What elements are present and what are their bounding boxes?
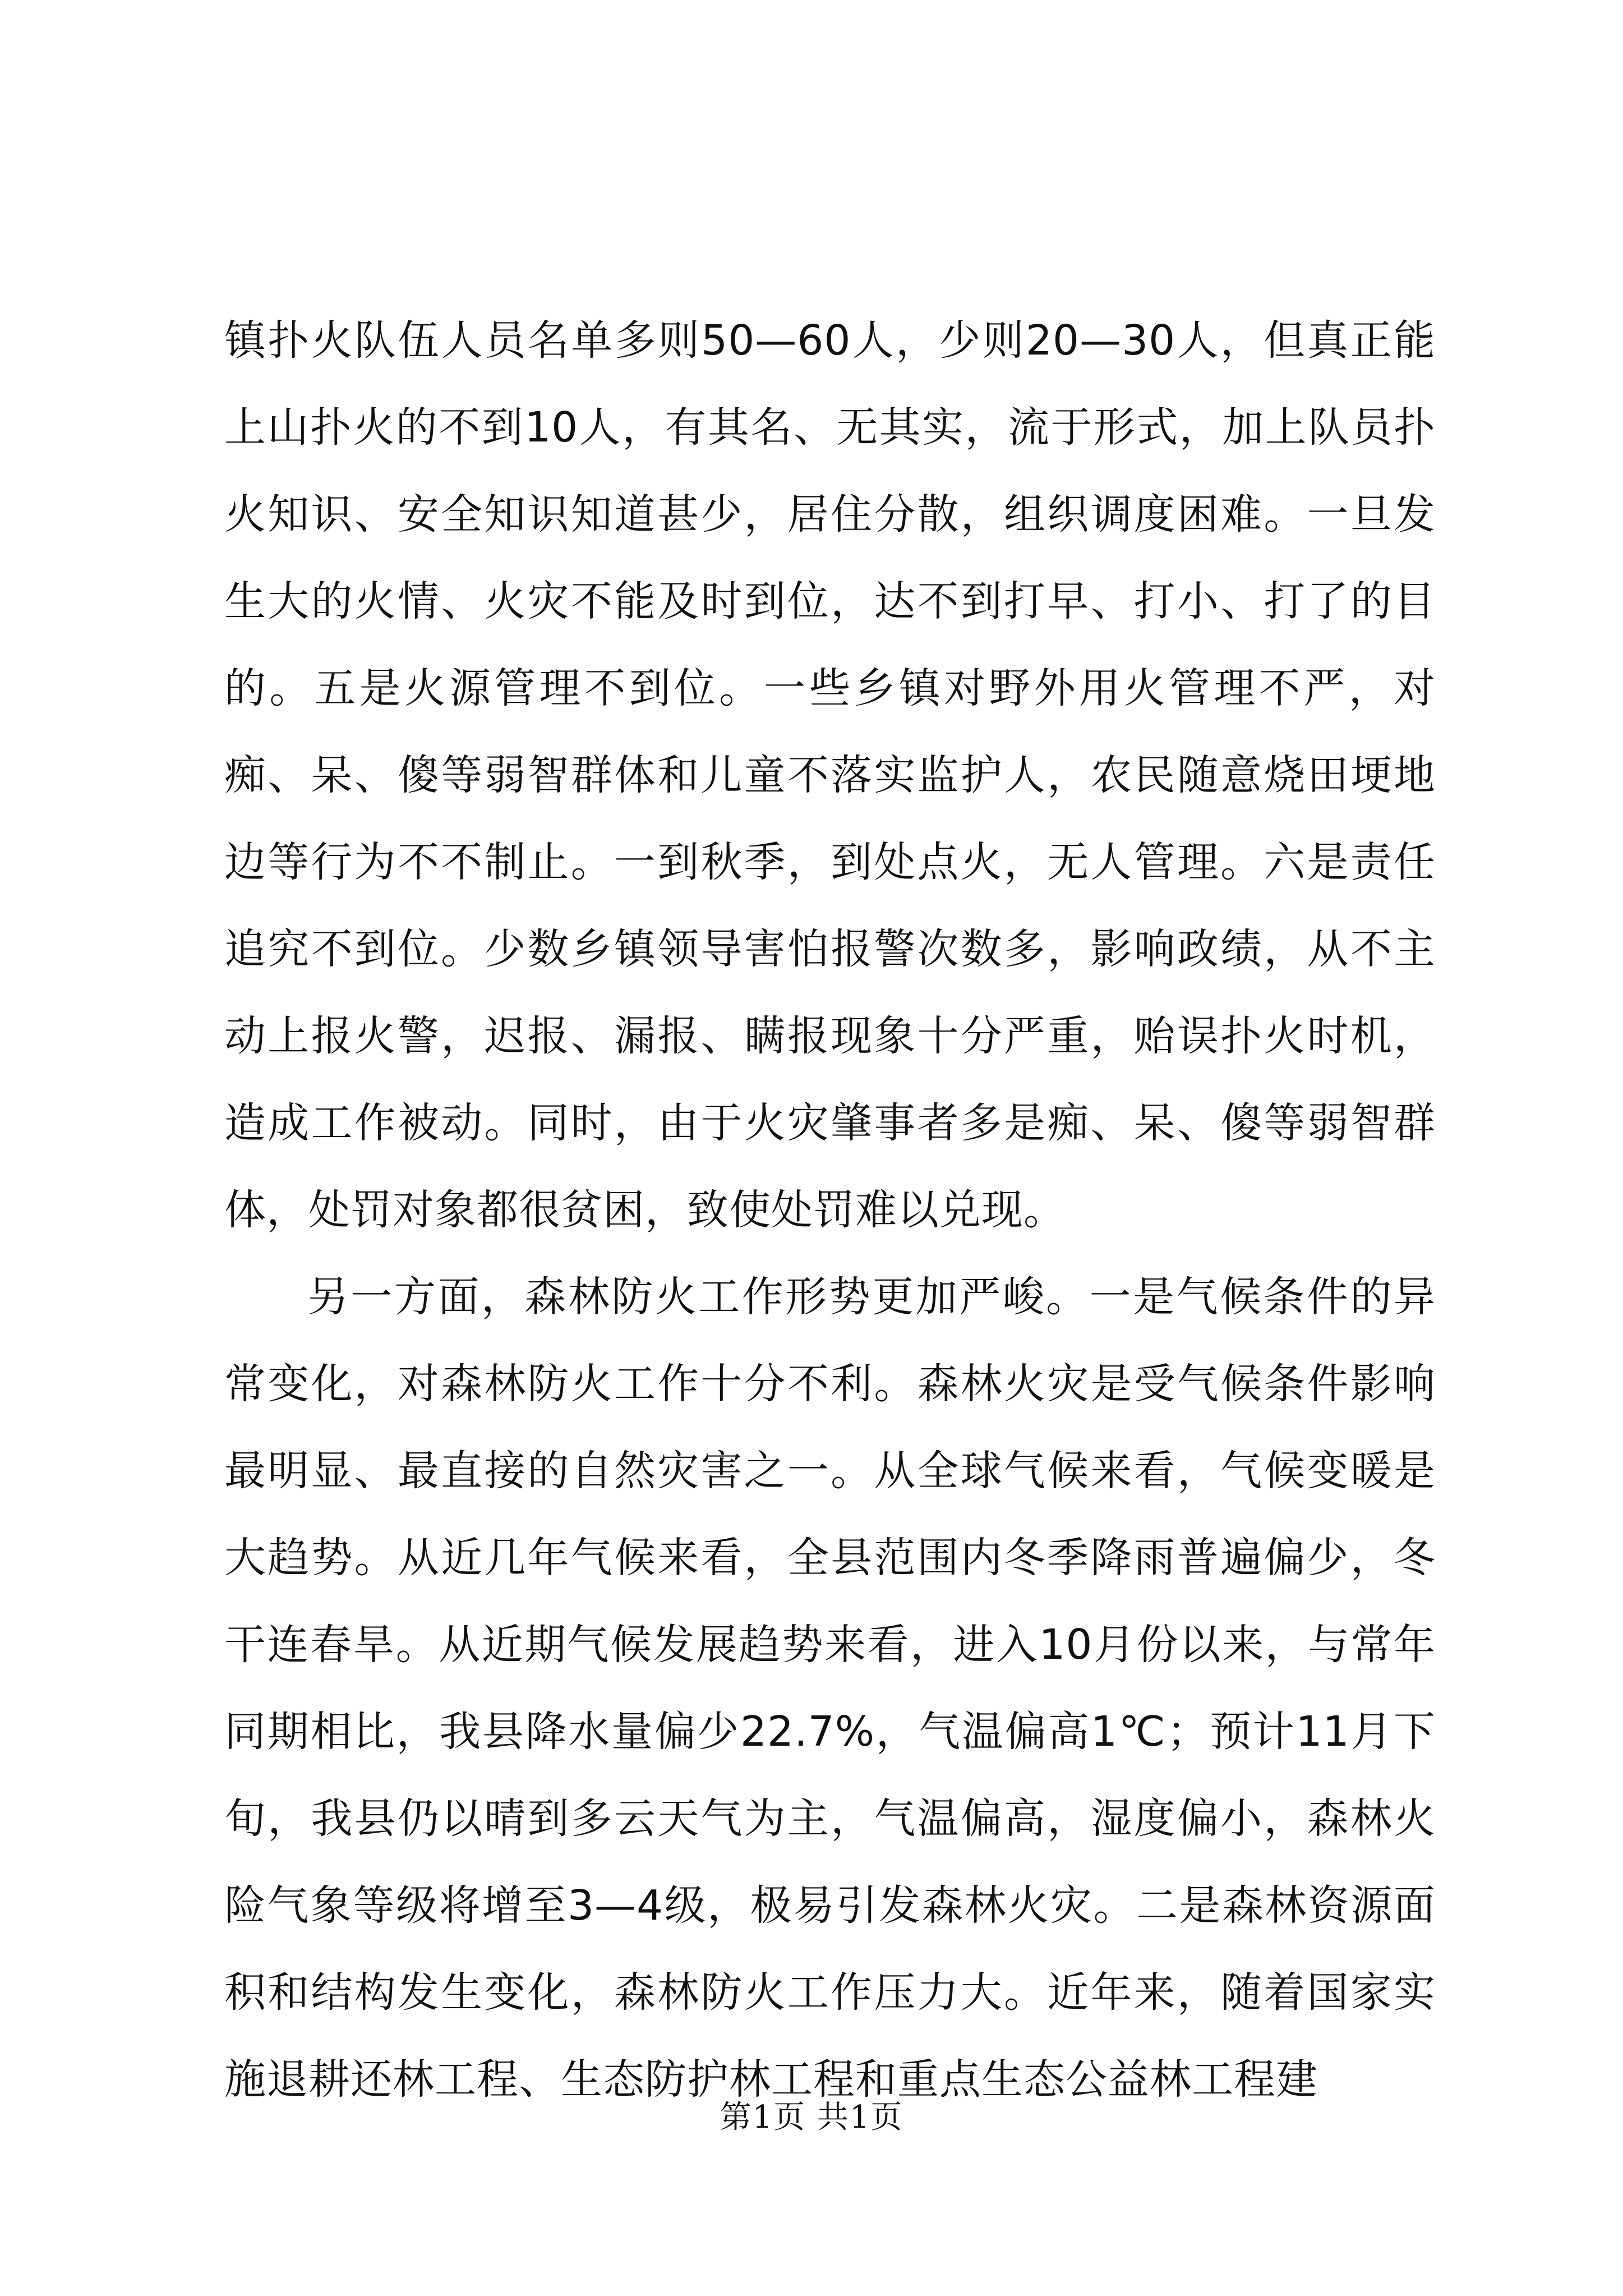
paragraph-forest-fire-situation: 另一方面，森林防火工作形势更加严峻。一是气候条件的异常变化，对森林防火工作十分不利。森林火灾是受气候条件影响最明显、最直接的自然灾害之一。从全球气候来看，气候变暖是大趋势。从近几年气候来看，全县范围内冬季降雨普遍偏少，冬干连春旱。从近期气候发展趋势来看，进入10月份以来，与常年同期相比，我县降水量偏少22.7%，气温偏高1℃；预计11月下旬，我县仍以晴到多云天气为主，气温偏高，湿度偏小，森林火险气象等级将增至3—4级，极易引发森林火灾。二是森林资源面积和结构发生变化，森林防火工作压力大。近年来，随着国家实施退耕还林工程、生态防护林工程和重点生态公益林工程建 bbox=[224, 1273, 1436, 2104]
paragraph-continuation: 镇扑火队伍人员名单多则50—60人，少则20—30人，但真正能上山扑火的不到10人，有其名、无其实，流于形式，加上队员扑火知识、安全知识知道甚少，居住分散，组织调度困难。一旦发生大的火情、火灾不能及时到位，达不到打早、打小、打了的目的。五是火源管理不到位。一些乡镇对野外用火管理不严，对痴、呆、傻等弱智群体和儿童不落实监护人，农民随意烧田埂地边等行为不不制止。一到秋季，到处点火，无人管理。六是责任追究不到位。少数乡镇领导害怕报警次数多，影响政绩，从不主动上报火警，迟报、漏报、瞒报现象十分严重，贻误扑火时机，造成工作被动。同时，由于火灾肇事者多是痴、呆、傻等弱智群体，处罚对象都很贫困，致使处罚难以兑现。 bbox=[224, 316, 1436, 1234]
document-body bbox=[224, 297, 1436, 2123]
page-footer: 第1页 共1页 bbox=[720, 2099, 903, 2136]
